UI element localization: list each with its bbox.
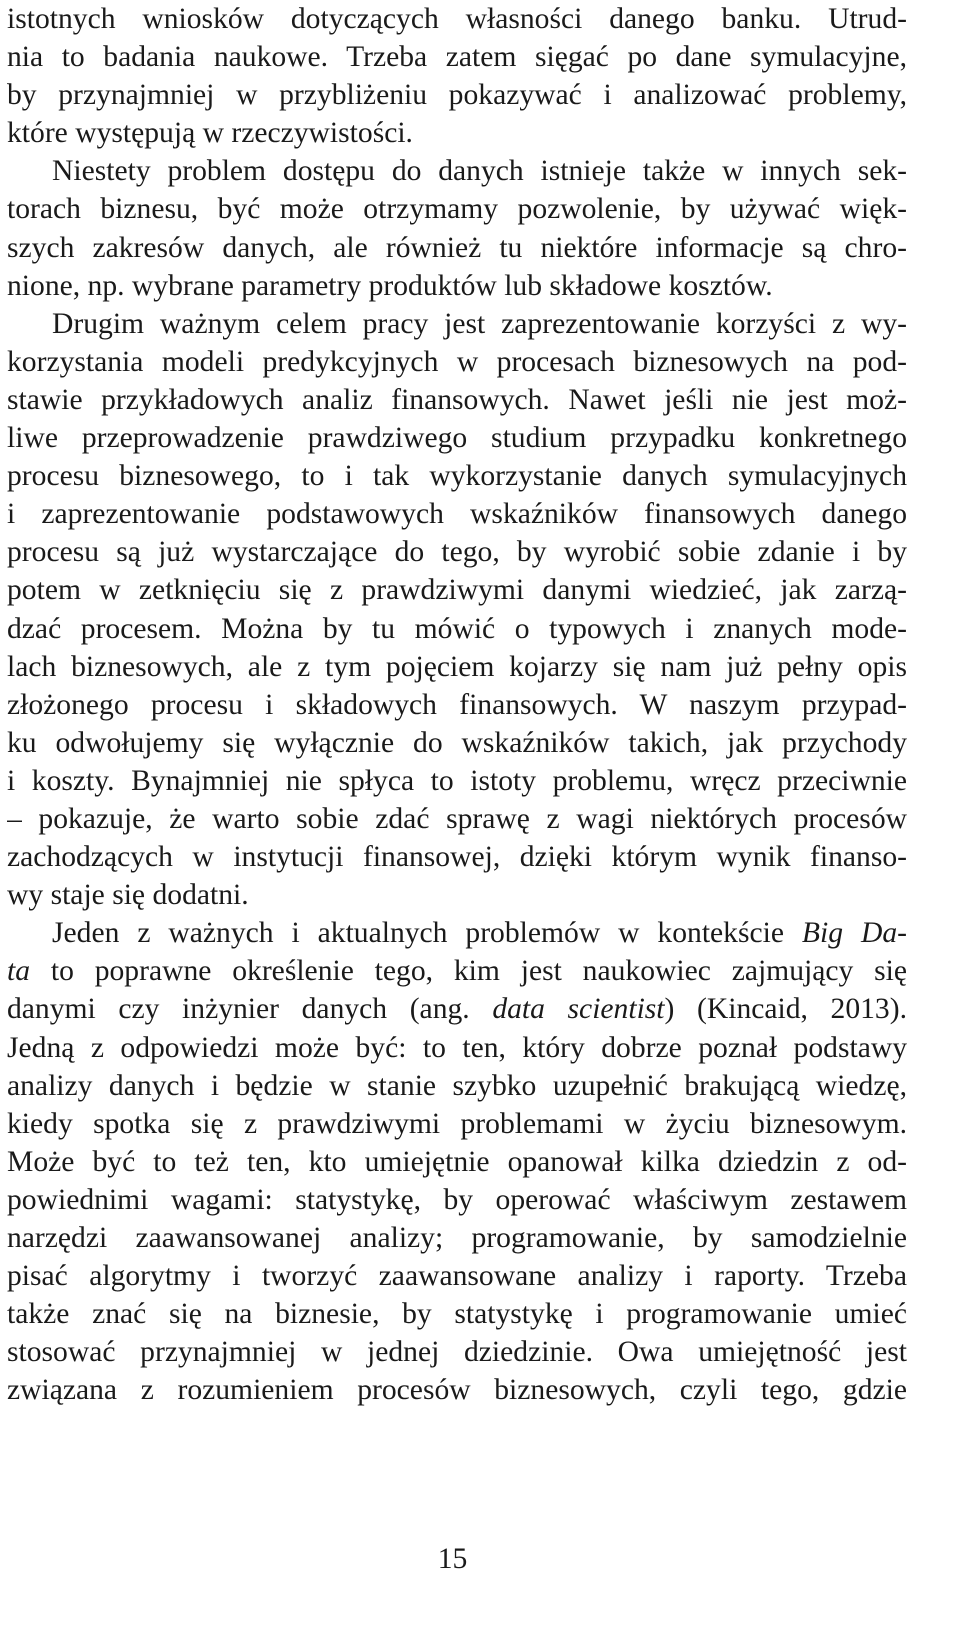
text-line: procesu biznesowego, to i tak wykorzystanie danych symulacyjnych (7, 460, 907, 493)
text-line: związana z rozumieniem procesów biznesowych, czyli tego, gdzie (7, 1374, 907, 1407)
body-text (7, 0, 907, 1409)
text-line: lach biznesowych, ale z tym pojęciem kojarzy się nam już pełny opis (7, 650, 907, 683)
italic-term: ta (7, 955, 31, 988)
text-line: nione, np. wybrane parametry produktów lub składowe kosztów. (7, 269, 773, 302)
text-run: to poprawne określenie tego, kim jest naukowiec zajmujący się (30, 955, 907, 988)
text-line: analizy danych i będzie w stanie szybko uzupełnić brakującą wiedzę, (7, 1069, 907, 1102)
paragraph-first-line: Drugim ważnym celem pracy jest zaprezentowanie korzyści z wy- (52, 307, 907, 340)
text-line: by przynajmniej w przybliżeniu pokazywać i analizować problemy, (7, 79, 907, 112)
text-line: narzędzi zaawansowanej analizy; programowanie, by samodzielnie (7, 1222, 907, 1254)
text-line: Jedną z odpowiedzi może być: to ten, który dobrze poznał podstawy (7, 1031, 907, 1064)
text-line: dzać procesem. Można by tu mówić o typowych i znanych mode- (7, 612, 907, 645)
text-line (7, 952, 907, 990)
text-line: korzystania modeli predykcyjnych w procesach biznesowych na pod- (7, 345, 907, 378)
text-line: także znać się na biznesie, by statystykę i programowanie umieć (7, 1298, 907, 1331)
text-line: istotnych wniosków dotyczących własności danego banku. Utrud- (7, 3, 907, 35)
text-line: nia to badania naukowe. Trzeba zatem sięgać po dane symulacyjne, (7, 41, 907, 74)
text-line: liwe przeprowadzenie prawdziwego studium przypadku konkretnego (7, 422, 907, 455)
paragraph-first-line: Niestety problem dostępu do danych istnieje także w innych sek- (52, 155, 907, 188)
text-run: danymi czy inżynier danych (ang. (7, 993, 493, 1026)
text-line: stosować przynajmniej w jednej dziedzinie. Owa umiejętność jest (7, 1336, 907, 1369)
text-line: które występują w rzeczywistości. (7, 117, 413, 150)
text-run: ) (Kincaid, 2013). (664, 993, 907, 1026)
text-run: Jeden z ważnych i aktualnych problemów w kontekście (52, 917, 802, 950)
italic-term: Big Da- (801, 917, 907, 950)
text-line: Może być to też ten, kto umiejętnie opanował kilka dziedzin z od- (7, 1145, 907, 1178)
text-line: powiednimi wagami: statystykę, by operować właściwym zestawem (7, 1183, 907, 1216)
text-line: procesu są już wystarczające do tego, by wyrobić sobie zdanie i by (7, 536, 907, 569)
text-line: i zaprezentowanie podstawowych wskaźników finansowych danego (7, 498, 907, 531)
paragraph-first-line (7, 914, 907, 952)
text-line: zachodzących w instytucji finansowej, dzięki którym wynik finanso- (7, 841, 907, 874)
text-line: – pokazuje, że warto sobie zdać sprawę z wagi niektórych procesów (7, 802, 907, 835)
text-line: wy staje się dodatni. (7, 879, 249, 912)
text-line: ku odwołujemy się wyłącznie do wskaźników takich, jak przychody (7, 726, 907, 759)
text-line: torach biznesu, być może otrzymamy pozwolenie, by używać więk- (7, 193, 907, 226)
italic-term: data scientist (492, 993, 665, 1026)
text-line: i koszty. Bynajmniej nie spłyca to istoty problemu, wręcz przeciwnie (7, 764, 907, 797)
page-number: 15 (437, 1543, 468, 1575)
text-line: pisać algorytmy i tworzyć zaawansowane analizy i raporty. Trzeba (7, 1260, 907, 1293)
text-line: kiedy spotka się z prawdziwymi problemami w życiu biznesowym. (7, 1107, 907, 1140)
text-line: złożonego procesu i składowych finansowych. W naszym przypad- (7, 688, 907, 721)
text-line: potem w zetknięciu się z prawdziwymi danymi wiedzieć, jak zarzą- (7, 574, 907, 607)
text-line (7, 990, 907, 1028)
text-line: szych zakresów danych, ale również tu niektóre informacje są chro- (7, 231, 907, 264)
text-line: stawie przykładowych analiz finansowych. Nawet jeśli nie jest moż- (7, 383, 907, 416)
